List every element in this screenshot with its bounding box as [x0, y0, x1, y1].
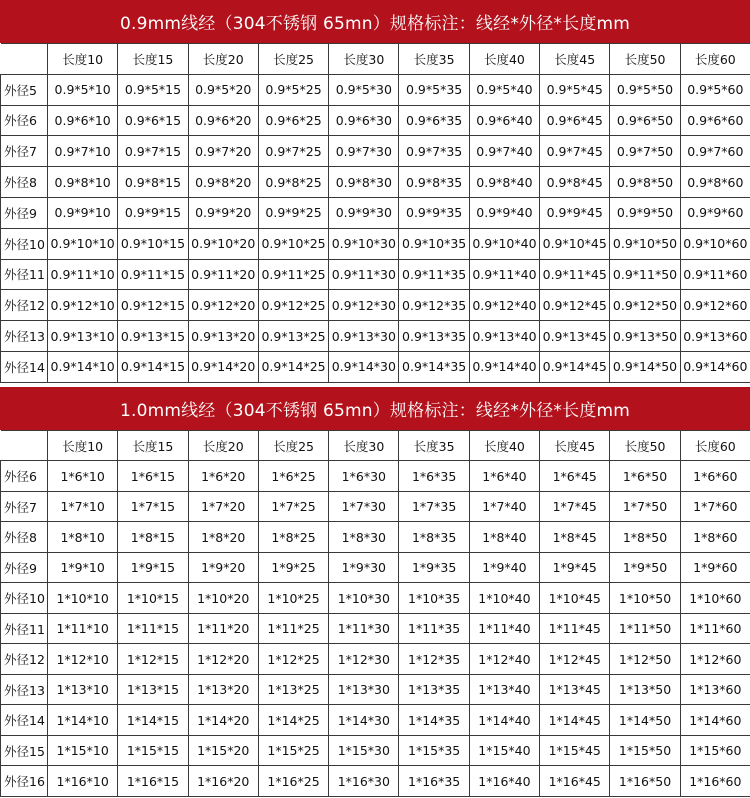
spec-cell: 1*8*50: [610, 522, 680, 553]
spec-cell: 1*15*20: [188, 735, 258, 766]
row-header: 外径16: [1, 766, 48, 797]
spec-cell: 1*13*25: [258, 674, 328, 705]
row-header: 外径9: [1, 552, 48, 583]
row-header: 外径11: [1, 259, 48, 290]
row-header: 外径12: [1, 290, 48, 321]
spec-cell: 0.9*13*40: [469, 321, 539, 352]
spec-cell: 1*6*15: [118, 461, 188, 492]
row-header: 外径7: [1, 491, 48, 522]
table-row: [1, 136, 750, 167]
spec-cell: 0.9*10*10: [48, 228, 118, 259]
spec-cell: 1*10*60: [680, 583, 750, 614]
table-title: 1.0mm线经（304不锈钢 65mn）规格标注：线经*外径*长度mm: [0, 387, 750, 430]
corner-cell: [1, 430, 48, 461]
row-header: 外径6: [1, 105, 48, 136]
spec-cell: 0.9*11*40: [469, 259, 539, 290]
spec-cell: 1*11*45: [540, 613, 610, 644]
spec-cell: 1*15*35: [399, 735, 469, 766]
spec-cell: 1*8*35: [399, 522, 469, 553]
spec-cell: 1*11*25: [258, 613, 328, 644]
spec-cell: 1*6*45: [540, 461, 610, 492]
spec-cell: 0.9*11*25: [258, 259, 328, 290]
spec-cell: 1*14*15: [118, 705, 188, 736]
spec-cell: 1*9*40: [469, 552, 539, 583]
spec-cell: 0.9*6*45: [540, 105, 610, 136]
corner-cell: [1, 44, 48, 75]
spec-cell: 0.9*12*60: [680, 290, 750, 321]
spec-cell: 1*14*20: [188, 705, 258, 736]
spec-cell: 0.9*5*60: [680, 74, 750, 105]
spec-cell: 0.9*14*45: [540, 351, 610, 382]
spec-cell: 0.9*9*35: [399, 197, 469, 228]
spec-cell: 0.9*7*50: [610, 136, 680, 167]
spec-cell: 0.9*9*30: [329, 197, 399, 228]
spec-cell: 0.9*7*15: [118, 136, 188, 167]
row-header: 外径7: [1, 136, 48, 167]
spec-cell: 0.9*6*60: [680, 105, 750, 136]
spec-cell: 0.9*14*35: [399, 351, 469, 382]
column-header: 长度50: [610, 44, 680, 75]
spec-cell: 1*6*35: [399, 461, 469, 492]
table-row: [1, 105, 750, 136]
table-row: [1, 583, 750, 614]
spec-cell: 1*14*30: [329, 705, 399, 736]
spec-cell: 1*10*30: [329, 583, 399, 614]
column-header: 长度60: [680, 44, 750, 75]
spec-cell: 0.9*11*10: [48, 259, 118, 290]
spec-cell: 0.9*14*50: [610, 351, 680, 382]
spec-cell: 1*13*45: [540, 674, 610, 705]
spec-cell: 1*15*30: [329, 735, 399, 766]
spec-cell: 0.9*11*50: [610, 259, 680, 290]
spec-cell: 0.9*8*25: [258, 167, 328, 198]
spec-cell: 0.9*10*60: [680, 228, 750, 259]
spec-cell: 0.9*7*60: [680, 136, 750, 167]
spec-cell: 0.9*5*25: [258, 74, 328, 105]
spec-cell: 0.9*6*50: [610, 105, 680, 136]
spec-cell: 1*14*40: [469, 705, 539, 736]
spec-cell: 1*16*10: [48, 766, 118, 797]
spec-cell: 0.9*6*35: [399, 105, 469, 136]
spec-cell: 1*12*25: [258, 644, 328, 675]
table-row: [1, 167, 750, 198]
row-header: 外径8: [1, 167, 48, 198]
column-header: 长度25: [258, 44, 328, 75]
spec-cell: 0.9*14*10: [48, 351, 118, 382]
spec-cell: 0.9*14*30: [329, 351, 399, 382]
spec-cell: 0.9*6*30: [329, 105, 399, 136]
spec-cell: 1*16*60: [680, 766, 750, 797]
spec-cell: 0.9*5*40: [469, 74, 539, 105]
spec-cell: 1*9*10: [48, 552, 118, 583]
column-header: 长度10: [48, 430, 118, 461]
row-header: 外径10: [1, 228, 48, 259]
column-header: 长度15: [118, 44, 188, 75]
spec-cell: 1*14*50: [610, 705, 680, 736]
column-header: 长度35: [399, 44, 469, 75]
spec-cell: 1*8*25: [258, 522, 328, 553]
spec-cell: 1*7*50: [610, 491, 680, 522]
spec-cell: 1*15*50: [610, 735, 680, 766]
spec-cell: 0.9*9*20: [188, 197, 258, 228]
table-row: [1, 74, 750, 105]
spec-cell: 1*9*30: [329, 552, 399, 583]
spec-cell: 1*10*45: [540, 583, 610, 614]
spec-cell: 0.9*12*25: [258, 290, 328, 321]
spec-cell: 1*12*10: [48, 644, 118, 675]
spec-cell: 1*16*25: [258, 766, 328, 797]
row-header: 外径15: [1, 735, 48, 766]
spec-cell: 0.9*6*15: [118, 105, 188, 136]
spec-cell: 0.9*14*60: [680, 351, 750, 382]
spec-cell: 0.9*14*40: [469, 351, 539, 382]
spec-cell: 1*13*50: [610, 674, 680, 705]
spec-cell: 1*13*40: [469, 674, 539, 705]
spec-cell: 1*15*40: [469, 735, 539, 766]
table-row: [1, 522, 750, 553]
spec-cell: 0.9*5*20: [188, 74, 258, 105]
spec-cell: 1*6*30: [329, 461, 399, 492]
column-header: 长度45: [540, 44, 610, 75]
spec-cell: 0.9*6*20: [188, 105, 258, 136]
header-row: [1, 44, 750, 75]
table-row: [1, 259, 750, 290]
row-header: 外径12: [1, 644, 48, 675]
spec-cell: 0.9*5*10: [48, 74, 118, 105]
spec-cell: 1*16*20: [188, 766, 258, 797]
spec-cell: 0.9*13*15: [118, 321, 188, 352]
spec-section-0.9mm: [0, 0, 750, 383]
spec-cell: 0.9*8*30: [329, 167, 399, 198]
spec-cell: 1*11*50: [610, 613, 680, 644]
spec-cell: 1*12*45: [540, 644, 610, 675]
spec-cell: 1*10*20: [188, 583, 258, 614]
row-header: 外径14: [1, 351, 48, 382]
spec-cell: 0.9*11*15: [118, 259, 188, 290]
spec-cell: 1*11*40: [469, 613, 539, 644]
spec-cell: 1*7*60: [680, 491, 750, 522]
row-header: 外径8: [1, 522, 48, 553]
table-title: 0.9mm线经（304不锈钢 65mn）规格标注：线经*外径*长度mm: [0, 0, 750, 43]
spec-cell: 1*12*20: [188, 644, 258, 675]
spec-cell: 1*13*15: [118, 674, 188, 705]
spec-cell: 0.9*5*45: [540, 74, 610, 105]
spec-cell: 1*13*20: [188, 674, 258, 705]
spec-cell: 1*9*50: [610, 552, 680, 583]
spec-cell: 1*12*35: [399, 644, 469, 675]
spec-cell: 1*9*35: [399, 552, 469, 583]
spec-cell: 0.9*8*45: [540, 167, 610, 198]
spec-cell: 0.9*10*40: [469, 228, 539, 259]
spec-cell: 0.9*13*45: [540, 321, 610, 352]
spec-cell: 1*13*35: [399, 674, 469, 705]
column-header: 长度45: [540, 430, 610, 461]
table-row: [1, 613, 750, 644]
spec-cell: 1*16*15: [118, 766, 188, 797]
spec-cell: 0.9*10*15: [118, 228, 188, 259]
spec-cell: 0.9*8*10: [48, 167, 118, 198]
column-header: 长度25: [258, 430, 328, 461]
spec-cell: 1*8*20: [188, 522, 258, 553]
spec-cell: 0.9*8*35: [399, 167, 469, 198]
column-header: 长度30: [329, 44, 399, 75]
table-row: [1, 351, 750, 382]
spec-cell: 0.9*12*30: [329, 290, 399, 321]
spec-cell: 0.9*8*15: [118, 167, 188, 198]
spec-cell: 0.9*13*35: [399, 321, 469, 352]
spec-cell: 1*11*35: [399, 613, 469, 644]
spec-cell: 1*13*60: [680, 674, 750, 705]
spec-cell: 1*16*50: [610, 766, 680, 797]
spec-cell: 0.9*13*30: [329, 321, 399, 352]
spec-cell: 1*11*15: [118, 613, 188, 644]
spec-cell: 0.9*6*10: [48, 105, 118, 136]
spec-cell: 0.9*5*35: [399, 74, 469, 105]
spec-cell: 0.9*12*10: [48, 290, 118, 321]
column-header: 长度40: [469, 44, 539, 75]
spec-cell: 0.9*10*25: [258, 228, 328, 259]
spec-cell: 1*10*15: [118, 583, 188, 614]
spec-cell: 0.9*11*30: [329, 259, 399, 290]
spec-cell: 0.9*13*50: [610, 321, 680, 352]
table-row: [1, 290, 750, 321]
row-header: 外径11: [1, 613, 48, 644]
spec-cell: 0.9*13*25: [258, 321, 328, 352]
spec-cell: 0.9*8*60: [680, 167, 750, 198]
spec-cell: 1*15*45: [540, 735, 610, 766]
table-row: [1, 552, 750, 583]
spec-cell: 0.9*10*20: [188, 228, 258, 259]
column-header: 长度30: [329, 430, 399, 461]
spec-cell: 0.9*5*15: [118, 74, 188, 105]
spec-cell: 1*6*10: [48, 461, 118, 492]
table-row: [1, 766, 750, 797]
column-header: 长度40: [469, 430, 539, 461]
row-header: 外径9: [1, 197, 48, 228]
spec-cell: 0.9*9*25: [258, 197, 328, 228]
spec-cell: 1*14*35: [399, 705, 469, 736]
spec-table: [0, 43, 750, 383]
table-row: [1, 461, 750, 492]
spec-cell: 0.9*13*10: [48, 321, 118, 352]
spec-cell: 1*7*30: [329, 491, 399, 522]
spec-cell: 1*15*25: [258, 735, 328, 766]
spec-cell: 1*6*40: [469, 461, 539, 492]
row-header: 外径14: [1, 705, 48, 736]
column-header: 长度50: [610, 430, 680, 461]
spec-cell: 0.9*7*45: [540, 136, 610, 167]
spec-cell: 1*6*50: [610, 461, 680, 492]
spec-cell: 1*6*20: [188, 461, 258, 492]
spec-cell: 0.9*7*40: [469, 136, 539, 167]
spec-cell: 0.9*13*60: [680, 321, 750, 352]
spec-cell: 0.9*7*30: [329, 136, 399, 167]
spec-cell: 1*16*40: [469, 766, 539, 797]
spec-cell: 0.9*14*25: [258, 351, 328, 382]
spec-cell: 1*9*25: [258, 552, 328, 583]
column-header: 长度10: [48, 44, 118, 75]
spec-cell: 0.9*10*30: [329, 228, 399, 259]
row-header: 外径5: [1, 74, 48, 105]
row-header: 外径13: [1, 321, 48, 352]
spec-cell: 1*7*25: [258, 491, 328, 522]
spec-cell: 1*10*35: [399, 583, 469, 614]
spec-cell: 1*11*30: [329, 613, 399, 644]
spec-cell: 0.9*12*20: [188, 290, 258, 321]
spec-cell: 1*10*40: [469, 583, 539, 614]
spec-cell: 0.9*12*45: [540, 290, 610, 321]
spec-cell: 1*14*60: [680, 705, 750, 736]
spec-cell: 1*11*60: [680, 613, 750, 644]
spec-cell: 0.9*9*40: [469, 197, 539, 228]
spec-table: [0, 430, 750, 797]
column-header: 长度60: [680, 430, 750, 461]
table-row: [1, 705, 750, 736]
spec-cell: 0.9*7*20: [188, 136, 258, 167]
spec-cell: 0.9*11*20: [188, 259, 258, 290]
spec-cell: 1*10*10: [48, 583, 118, 614]
column-header: 长度35: [399, 430, 469, 461]
spec-cell: 1*12*40: [469, 644, 539, 675]
row-header: 外径10: [1, 583, 48, 614]
spec-cell: 1*8*45: [540, 522, 610, 553]
table-body: [1, 461, 750, 797]
spec-cell: 1*7*45: [540, 491, 610, 522]
spec-cell: 1*8*15: [118, 522, 188, 553]
spec-cell: 1*6*60: [680, 461, 750, 492]
spec-cell: 0.9*13*20: [188, 321, 258, 352]
spec-cell: 1*11*20: [188, 613, 258, 644]
spec-cell: 1*10*50: [610, 583, 680, 614]
column-header: 长度20: [188, 44, 258, 75]
spec-cell: 0.9*7*35: [399, 136, 469, 167]
spec-cell: 1*9*15: [118, 552, 188, 583]
spec-cell: 1*7*35: [399, 491, 469, 522]
spec-cell: 1*13*10: [48, 674, 118, 705]
spec-cell: 0.9*9*45: [540, 197, 610, 228]
spec-cell: 1*9*45: [540, 552, 610, 583]
spec-cell: 0.9*5*30: [329, 74, 399, 105]
table-row: [1, 197, 750, 228]
spec-cell: 1*16*35: [399, 766, 469, 797]
spec-cell: 0.9*6*25: [258, 105, 328, 136]
spec-cell: 0.9*11*35: [399, 259, 469, 290]
spec-cell: 0.9*8*40: [469, 167, 539, 198]
spec-cell: 0.9*14*20: [188, 351, 258, 382]
spec-cell: 0.9*10*50: [610, 228, 680, 259]
spec-cell: 1*9*60: [680, 552, 750, 583]
spec-cell: 1*12*15: [118, 644, 188, 675]
spec-cell: 0.9*6*40: [469, 105, 539, 136]
spec-cell: 1*13*30: [329, 674, 399, 705]
spec-cell: 0.9*8*50: [610, 167, 680, 198]
spec-cell: 0.9*12*40: [469, 290, 539, 321]
spec-cell: 1*8*60: [680, 522, 750, 553]
spec-cell: 0.9*11*45: [540, 259, 610, 290]
spec-cell: 1*7*15: [118, 491, 188, 522]
spec-cell: 1*8*30: [329, 522, 399, 553]
spec-cell: 0.9*9*60: [680, 197, 750, 228]
spec-cell: 1*9*20: [188, 552, 258, 583]
table-body: [1, 74, 750, 382]
spec-cell: 1*12*30: [329, 644, 399, 675]
spec-cell: 1*7*40: [469, 491, 539, 522]
row-header: 外径13: [1, 674, 48, 705]
spec-cell: 1*6*25: [258, 461, 328, 492]
table-row: [1, 491, 750, 522]
table-row: [1, 321, 750, 352]
spec-cell: 0.9*12*50: [610, 290, 680, 321]
spec-cell: 1*15*60: [680, 735, 750, 766]
column-header: 长度20: [188, 430, 258, 461]
spec-cell: 0.9*9*50: [610, 197, 680, 228]
spec-cell: 1*8*10: [48, 522, 118, 553]
table-row: [1, 228, 750, 259]
spec-cell: 1*10*25: [258, 583, 328, 614]
spec-cell: 1*16*45: [540, 766, 610, 797]
spec-cell: 1*12*50: [610, 644, 680, 675]
spec-cell: 0.9*10*45: [540, 228, 610, 259]
spec-cell: 1*7*20: [188, 491, 258, 522]
spec-cell: 0.9*8*20: [188, 167, 258, 198]
spec-section-1.0mm: [0, 387, 750, 797]
spec-cell: 1*14*25: [258, 705, 328, 736]
spec-cell: 1*16*30: [329, 766, 399, 797]
spec-cell: 0.9*7*25: [258, 136, 328, 167]
spec-cell: 0.9*11*60: [680, 259, 750, 290]
header-row: [1, 430, 750, 461]
spec-cell: 1*14*45: [540, 705, 610, 736]
spec-cell: 0.9*9*15: [118, 197, 188, 228]
table-row: [1, 735, 750, 766]
table-row: [1, 644, 750, 675]
spec-cell: 1*11*10: [48, 613, 118, 644]
spec-cell: 0.9*9*10: [48, 197, 118, 228]
spec-cell: 1*15*10: [48, 735, 118, 766]
spec-cell: 1*15*15: [118, 735, 188, 766]
spec-cell: 1*7*10: [48, 491, 118, 522]
spec-cell: 0.9*7*10: [48, 136, 118, 167]
row-header: 外径6: [1, 461, 48, 492]
spec-cell: 0.9*12*15: [118, 290, 188, 321]
column-header: 长度15: [118, 430, 188, 461]
spec-cell: 1*14*10: [48, 705, 118, 736]
spec-cell: 0.9*5*50: [610, 74, 680, 105]
spec-cell: 0.9*12*35: [399, 290, 469, 321]
spec-cell: 0.9*10*35: [399, 228, 469, 259]
spec-cell: 1*12*60: [680, 644, 750, 675]
spec-cell: 0.9*14*15: [118, 351, 188, 382]
table-row: [1, 674, 750, 705]
spec-cell: 1*8*40: [469, 522, 539, 553]
